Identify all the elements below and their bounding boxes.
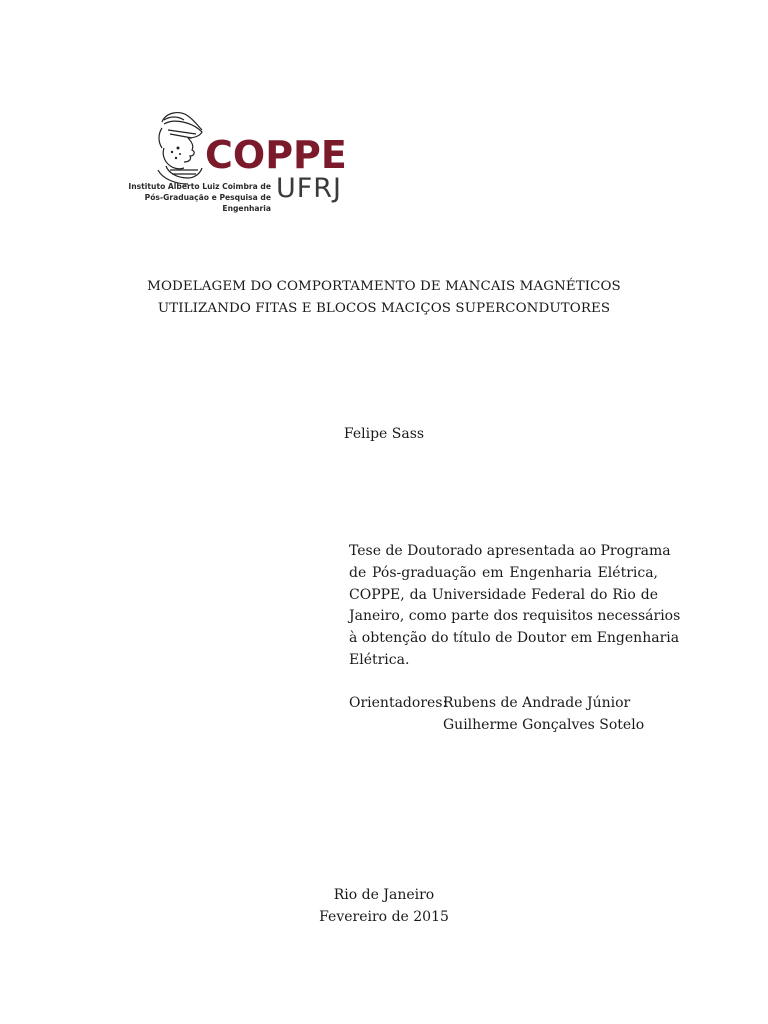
- institute-line-2: Pós-Graduação e Pesquisa de Engenharia: [144, 193, 271, 213]
- thesis-statement-line: de Pós-graduação em Engenharia Elétrica,: [349, 564, 658, 581]
- thesis-title-line-1: MODELAGEM DO COMPORTAMENTO DE MANCAIS MAGNÉTICOS: [147, 279, 621, 294]
- thesis-statement-line: COPPE, da Universidade Federal do Rio de: [349, 586, 658, 603]
- coppe-brand-text: COPPE: [205, 133, 347, 177]
- ufrj-text: UFRJ: [276, 173, 343, 204]
- institute-name: [118, 181, 271, 214]
- thesis-statement: [349, 541, 681, 672]
- author-name: Felipe Sass: [343, 426, 425, 442]
- thesis-statement-line: Tese de Doutorado apresentada ao Programa: [349, 543, 671, 559]
- thesis-statement-line: Elétrica.: [349, 651, 410, 668]
- advisor-name: Guilherme Gonçalves Sotelo: [443, 717, 645, 733]
- institute-line-1: Instituto Alberto Luiz Coimbra de: [128, 182, 271, 191]
- thesis-statement-line: Janeiro, como parte dos requisitos necessários: [349, 608, 681, 625]
- advisors-label: Orientadores:: [349, 695, 448, 711]
- advisor-name: Rubens de Andrade Júnior: [443, 695, 631, 711]
- date: Fevereiro de 2015: [319, 909, 449, 925]
- thesis-statement-line: à obtenção do título de Doutor em Engenharia: [349, 630, 680, 647]
- city: Rio de Janeiro: [333, 887, 435, 903]
- thesis-title-line-2: UTILIZANDO FITAS E BLOCOS MACIÇOS SUPERCONDUTORES: [157, 301, 611, 316]
